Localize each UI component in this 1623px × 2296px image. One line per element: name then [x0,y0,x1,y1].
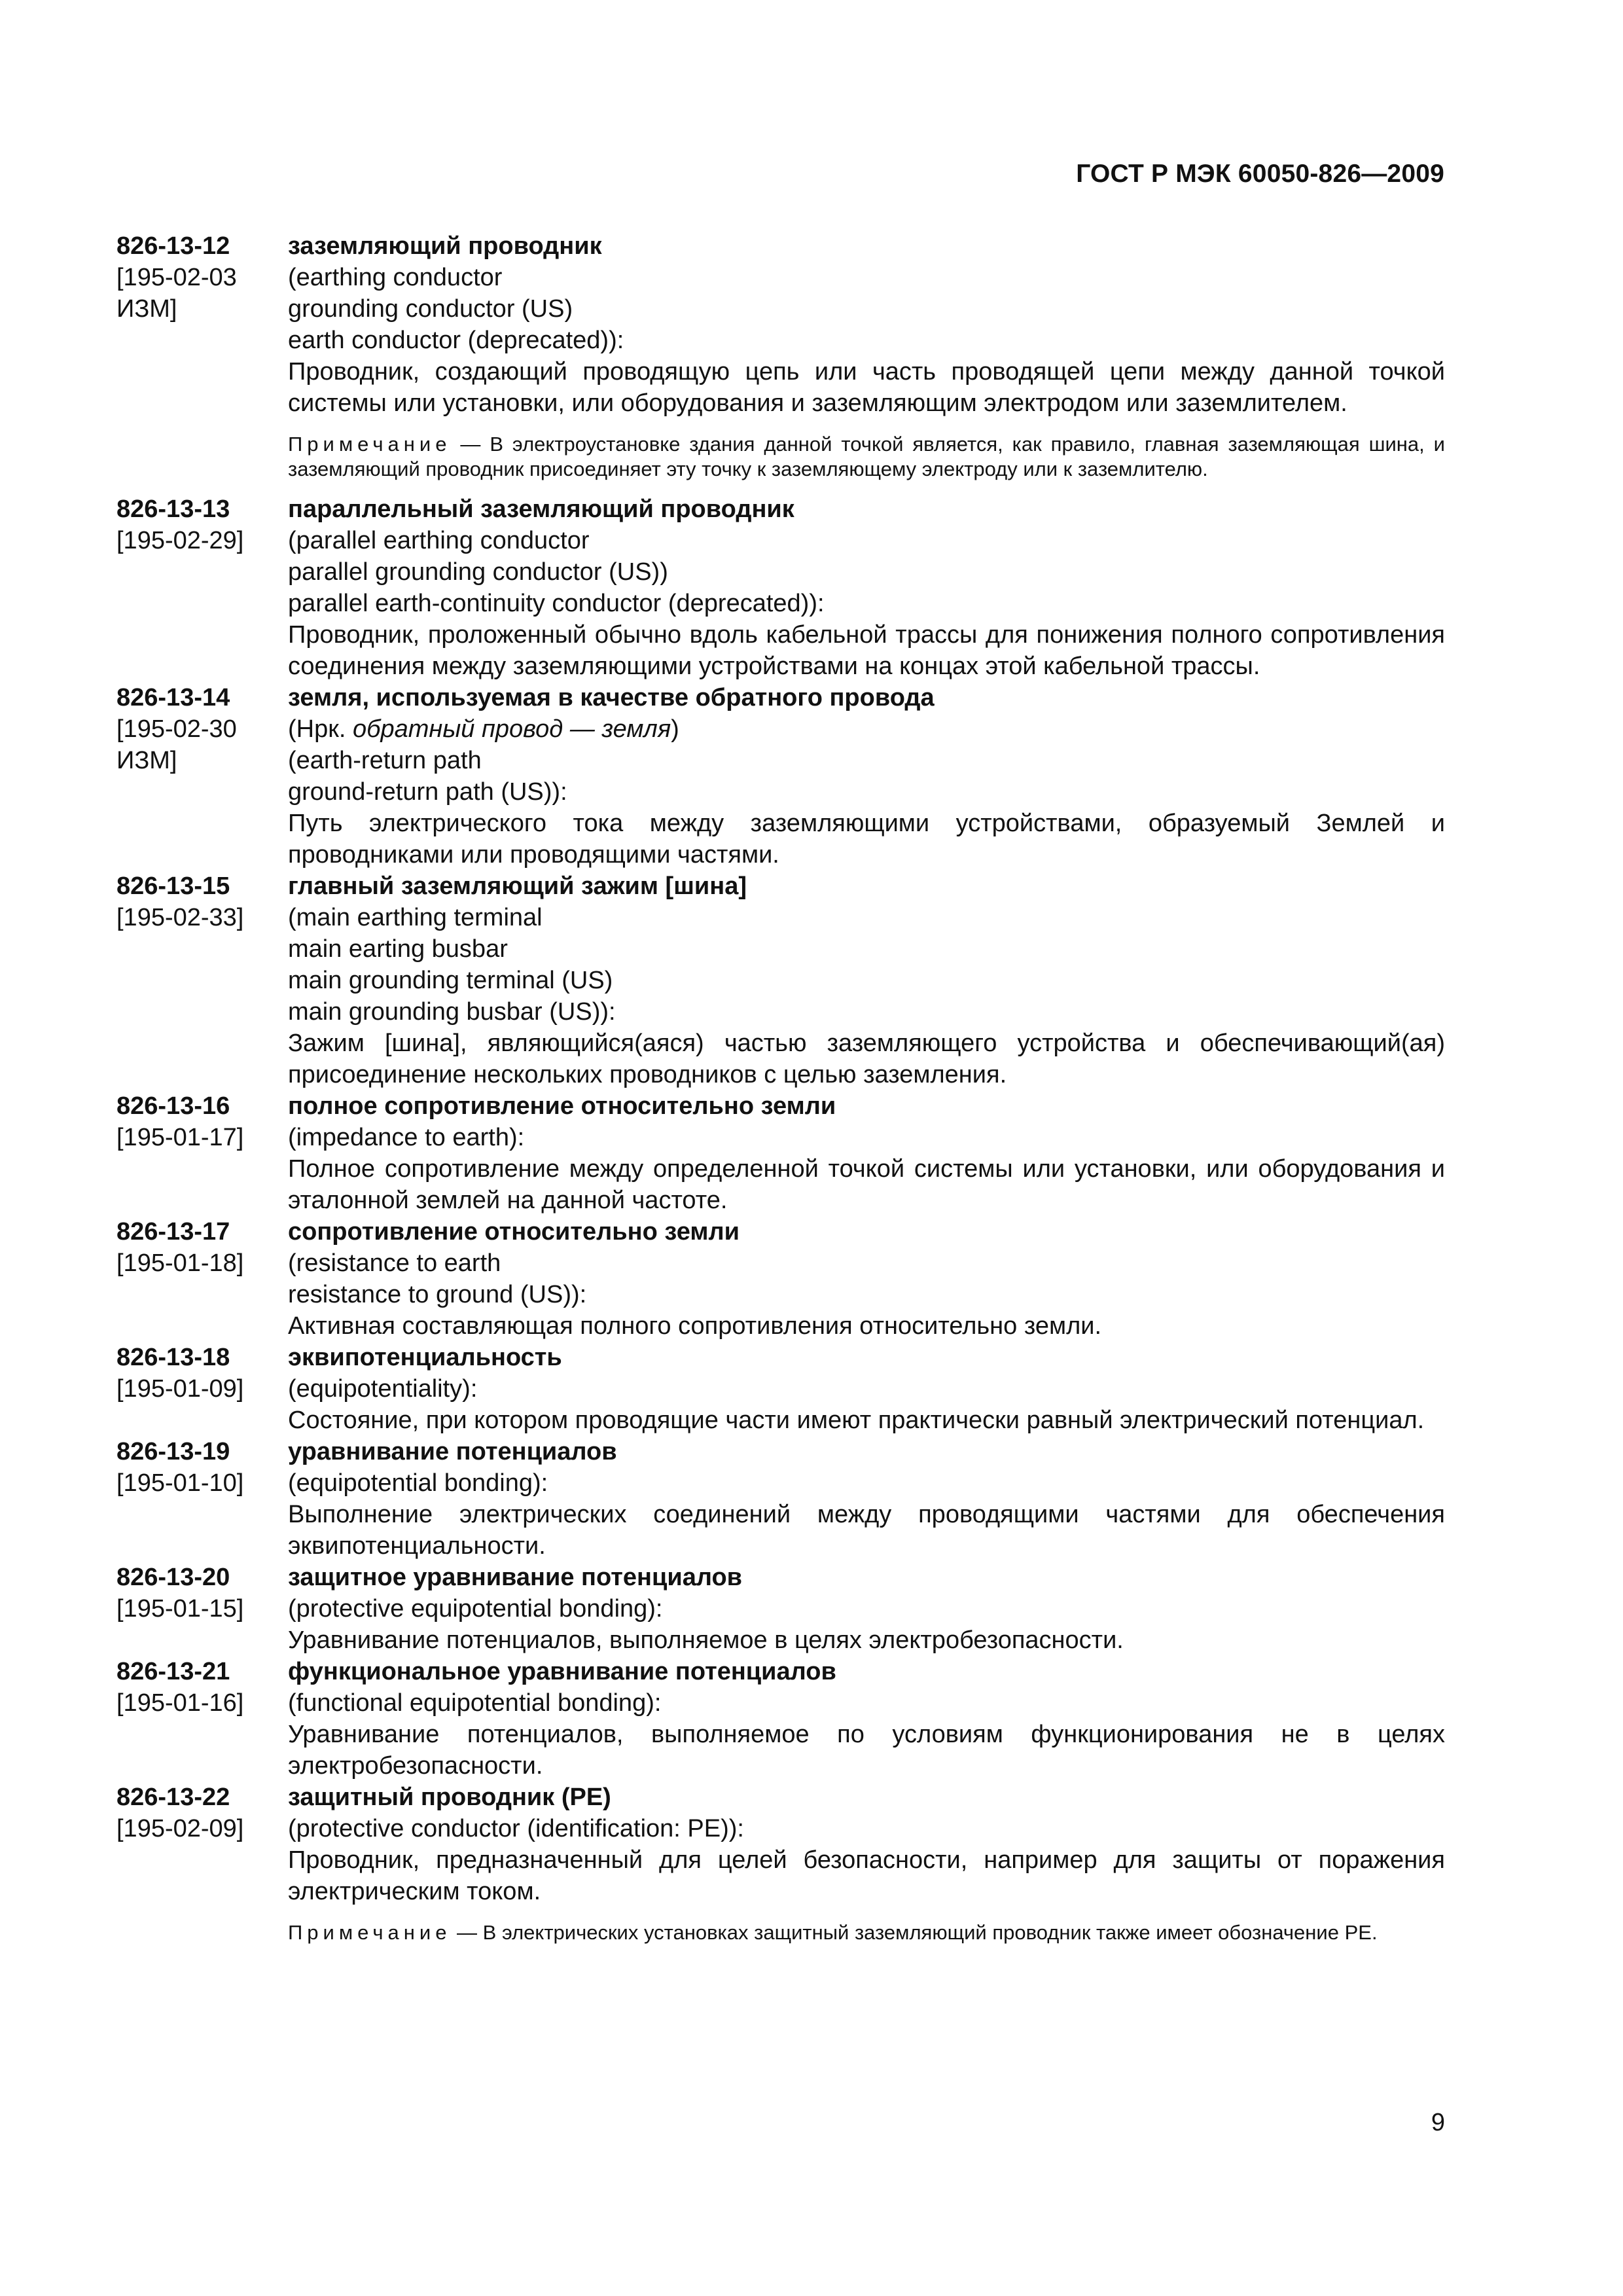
document-header: ГОСТ Р МЭК 60050-826—2009 [1076,160,1444,188]
entry-equivalent-line: (main earthing terminal [288,904,543,931]
entry-reference: [195-02-33] [116,904,244,931]
entry-term: земля, используемая в качестве обратного провода [288,684,935,711]
entry-note [288,432,1445,482]
entry-identifier [116,870,288,1090]
entry-identifier [116,1436,288,1562]
entry-term: функциональное уравнивание потенциалов [288,1658,836,1685]
entry-equivalent-line: main earting busbar [288,935,508,963]
entry-body [288,1782,1445,1957]
entry-definition: Активная составляющая полного сопротивления относительно земли. [288,1312,1102,1340]
entry-identifier [116,1656,288,1782]
alt-term-suffix: ) [671,715,679,743]
glossary-entry [116,1436,1445,1562]
entry-body [288,1562,1445,1656]
glossary-entry [116,870,1445,1090]
entry-identifier [116,1342,288,1436]
note-label: Примечание [288,1921,452,1944]
entry-reference: [195-01-09] [116,1375,244,1403]
entry-identifier [116,1216,288,1342]
glossary-entry [116,1342,1445,1436]
entry-identifier [116,1562,288,1656]
entry-number: 826-13-17 [116,1218,230,1246]
entry-term: параллельный заземляющий проводник [288,495,794,523]
entry-number: 826-13-21 [116,1658,230,1685]
entry-equivalents [288,1687,1445,1719]
entry-identifier [116,1782,288,1957]
entry-number: 826-13-15 [116,872,230,900]
entry-equivalent-line: (functional equipotential bonding): [288,1689,662,1717]
entry-definition: Путь электрического тока между заземляющими устройствами, образуемый Землей и проводниками или проводящими частями. [288,810,1445,869]
entry-equivalents [288,525,1445,619]
entry-identifier [116,230,288,493]
entry-identifier [116,682,288,870]
entry-equivalent-line: (protective conductor (identification: PE)): [288,1815,744,1842]
entry-equivalents [288,902,1445,1028]
entry-reference: [195-02-03 ИЗМ] [116,264,237,323]
entry-number: 826-13-16 [116,1092,230,1120]
entry-equivalents [288,1122,1445,1153]
entry-term: заземляющий проводник [288,232,602,260]
entry-body [288,1090,1445,1216]
entry-term: главный заземляющий зажим [шина] [288,872,747,900]
glossary-entry [116,493,1445,682]
entry-definition: Зажим [шина], являющийся(аяся) частью заземляющего устройства и обеспечивающий(ая) присоединение нескольких проводников с целью заземления. [288,1030,1445,1088]
entry-term: эквипотенциальность [288,1344,562,1371]
glossary-entry [116,230,1445,493]
glossary-entry [116,1216,1445,1342]
entry-definition: Уравнивание потенциалов, выполняемое по условиям функционирования не в целях электробезопасности. [288,1721,1445,1780]
entry-equivalent-line: resistance to ground (US)): [288,1281,587,1308]
alt-term-prefix: (Нрк. [288,715,353,743]
entry-definition: Уравнивание потенциалов, выполняемое в целях электробезопасности. [288,1626,1124,1654]
entry-equivalent-line: (equipotentiality): [288,1375,478,1403]
entry-equivalents [288,262,1445,356]
glossary-entry [116,682,1445,870]
entry-alt-term [288,713,1445,745]
entry-equivalents [288,1373,1445,1405]
entry-equivalent-line: (resistance to earth [288,1249,501,1277]
entry-equivalent-line: main grounding terminal (US) [288,967,613,994]
entry-term: защитное уравнивание потенциалов [288,1564,743,1591]
entry-equivalent-line: parallel earth-continuity conductor (deprecated)): [288,590,825,617]
entry-body [288,682,1445,870]
entry-equivalent-line: (earth-return path [288,747,482,774]
entry-definition: Проводник, создающий проводящую цепь или часть проводящей цепи между данной точкой системы или установки, или оборудования и заземляющим электродом или заземлителем. [288,358,1445,417]
entry-equivalent-line: parallel grounding conductor (US)) [288,558,668,586]
entry-body [288,1656,1445,1782]
entry-identifier [116,1090,288,1216]
entry-definition: Состояние, при котором проводящие части имеют практически равный электрический потенциал. [288,1407,1425,1434]
entry-equivalent-line: main grounding busbar (US)): [288,998,616,1026]
entry-term: сопротивление относительно земли [288,1218,740,1246]
glossary-entry [116,1562,1445,1656]
entry-reference: [195-02-09] [116,1815,244,1842]
entry-equivalent-line: (protective equipotential bonding): [288,1595,663,1623]
entry-number: 826-13-12 [116,232,230,260]
entry-equivalent-line: (parallel earthing conductor [288,527,590,554]
entry-body [288,493,1445,682]
entry-definition: Проводник, предназначенный для целей безопасности, например для защиты от поражения электрическим током. [288,1846,1445,1905]
entry-equivalent-line: (impedance to earth): [288,1124,525,1151]
entry-identifier [116,493,288,682]
note-label: Примечание [288,433,452,456]
entry-number: 826-13-18 [116,1344,230,1371]
entry-equivalent-line: (equipotential bonding): [288,1469,548,1497]
entry-term: уравнивание потенциалов [288,1438,617,1465]
entry-definition: Полное сопротивление между определенной точкой системы или установки, или оборудования и эталонной землей на данной частоте. [288,1155,1445,1214]
entry-body [288,870,1445,1090]
entry-equivalents [288,1593,1445,1624]
note-text: — В электрических установках защитный заземляющий проводник также имеет обозначение PE. [451,1921,1378,1944]
page-number: 9 [1431,2109,1445,2136]
entry-definition: Выполнение электрических соединений между проводящими частями для обеспечения эквипотенциальности. [288,1501,1445,1560]
entry-number: 826-13-13 [116,495,230,523]
entry-number: 826-13-19 [116,1438,230,1465]
alt-term-italic: обратный провод — земля [352,715,671,743]
note-text: — В электроустановке здания данной точкой является, как правило, главная заземляющая шина, и заземляющий проводник присоединяет эту точку к заземляющему электроду или к заземлителю. [288,433,1445,480]
entry-note [288,1920,1445,1945]
entry-reference: [195-02-30 ИЗМ] [116,715,237,774]
entry-body [288,1342,1445,1436]
entry-body [288,230,1445,493]
entry-reference: [195-01-15] [116,1595,244,1623]
entry-equivalent-line: grounding conductor (US) [288,295,573,323]
glossary-entry [116,1090,1445,1216]
entry-number: 826-13-14 [116,684,230,711]
entry-number: 826-13-20 [116,1564,230,1591]
entry-reference: [195-02-29] [116,527,244,554]
entry-number: 826-13-22 [116,1784,230,1811]
entry-equivalent-line: earth conductor (deprecated)): [288,327,624,354]
glossary-entry [116,1782,1445,1957]
entry-body [288,1216,1445,1342]
entry-equivalents [288,1247,1445,1310]
entry-definition: Проводник, проложенный обычно вдоль кабельной трассы для понижения полного сопротивления соединения между заземляющими устройствами на концах этой кабельной трассы. [288,621,1445,680]
entry-reference: [195-01-10] [116,1469,244,1497]
entry-equivalents [288,745,1445,808]
entry-equivalent-line: ground-return path (US)): [288,778,567,806]
glossary-entry [116,1656,1445,1782]
entry-body [288,1436,1445,1562]
entry-equivalents [288,1467,1445,1499]
entry-reference: [195-01-16] [116,1689,244,1717]
entry-reference: [195-01-18] [116,1249,244,1277]
entry-equivalent-line: (earthing conductor [288,264,503,291]
entry-equivalents [288,1813,1445,1844]
entry-term: защитный проводник (PE) [288,1784,611,1811]
entry-term: полное сопротивление относительно земли [288,1092,836,1120]
entry-reference: [195-01-17] [116,1124,244,1151]
glossary-entries [116,230,1445,1957]
